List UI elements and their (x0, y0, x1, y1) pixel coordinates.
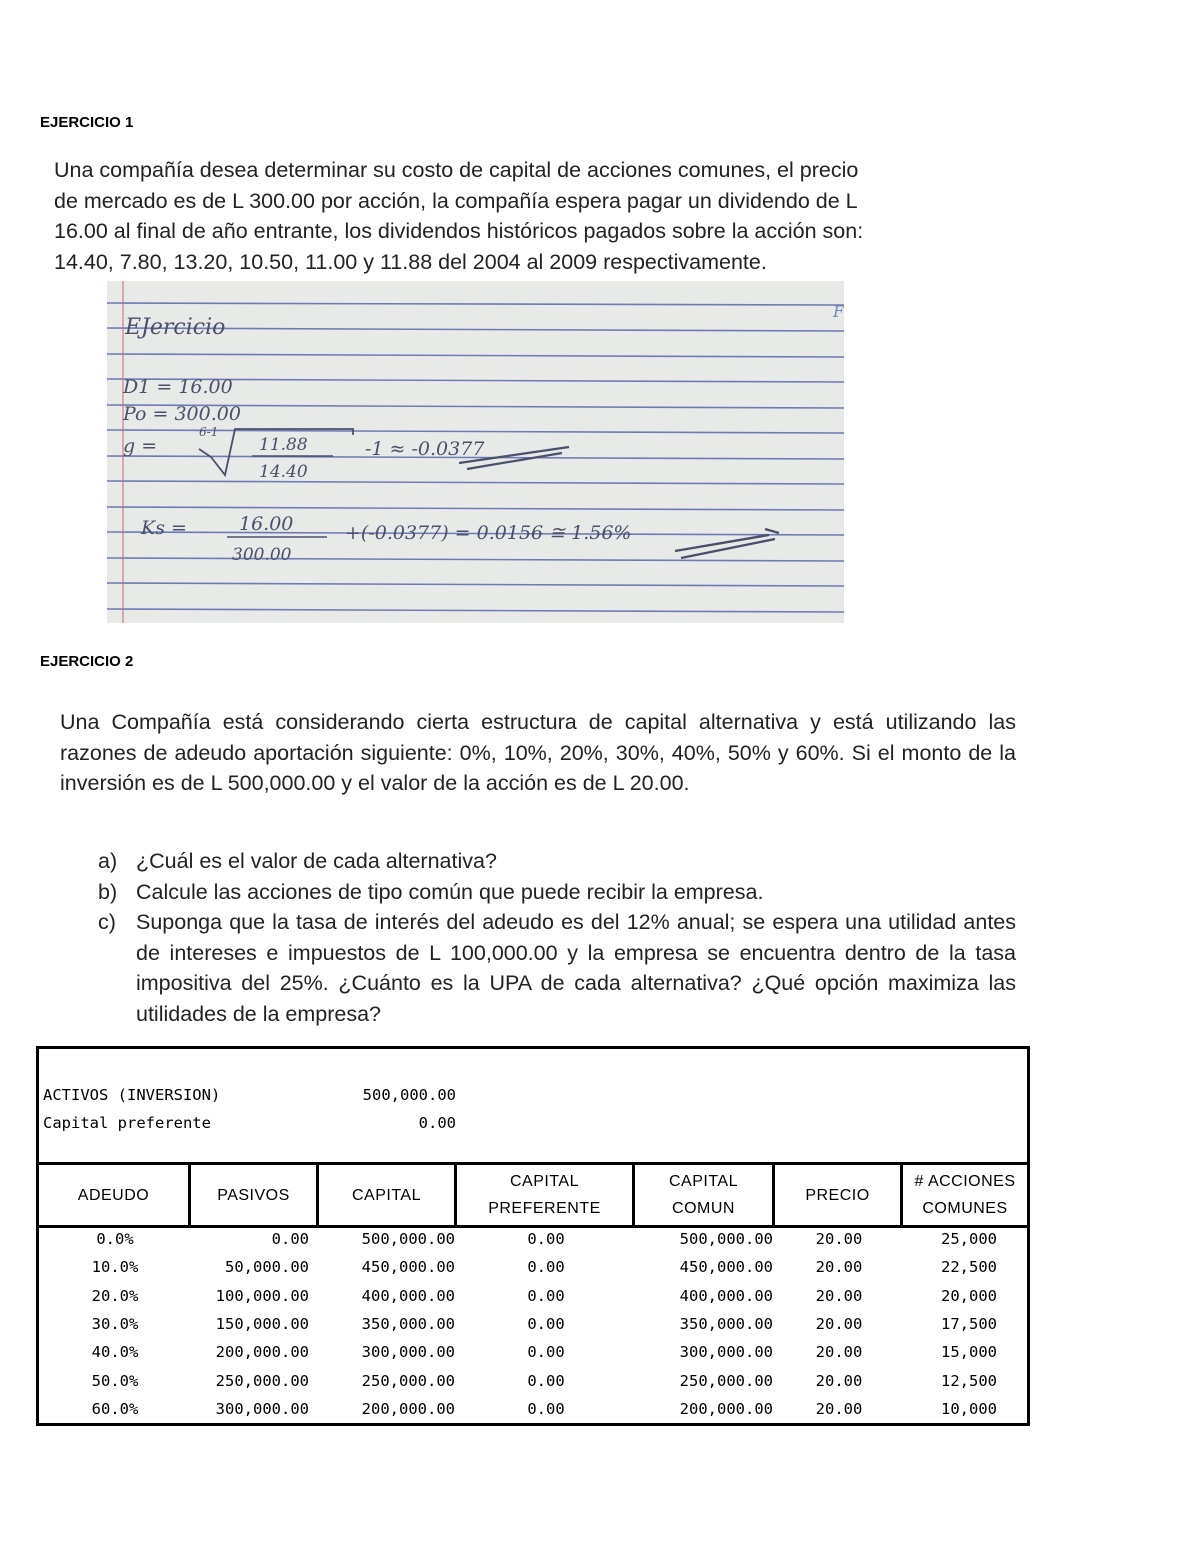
summary-row (43, 1109, 456, 1137)
cell-adeudo: 20.0% (91, 1286, 139, 1305)
summary-value: 0.00 (418, 1114, 456, 1132)
question-text: Calcule las acciones de tipo común que puede recibir la empresa. (136, 879, 764, 904)
exercise1-statement (54, 155, 1014, 277)
cell-capital-preferente: 0.00 (527, 1230, 565, 1249)
cell-pasivos: 0.00 (271, 1230, 309, 1249)
cell-capital-preferente: 0.00 (527, 1286, 565, 1305)
notebook-ks-prefix: Ks = (141, 517, 187, 539)
cell-pasivos: 100,000.00 (215, 1286, 309, 1305)
table-row (39, 1282, 1027, 1310)
exercise2-statement (60, 707, 1016, 799)
cell-capital: 450,000.00 (361, 1258, 455, 1277)
table-row (39, 1253, 1027, 1281)
cell-adeudo: 0.0% (96, 1230, 134, 1249)
cell-capital: 500,000.00 (361, 1230, 455, 1249)
cell-capital-comun: 400,000.00 (679, 1286, 773, 1305)
exercise2-questions (98, 846, 1016, 1029)
cell-capital-preferente: 0.00 (527, 1399, 565, 1418)
table-header-row (39, 1162, 1027, 1228)
cell-acciones-comunes: 17,500 (941, 1315, 997, 1334)
cell-precio: 20.00 (815, 1286, 863, 1305)
notebook-corner-letter: F (833, 302, 844, 321)
summary-label: Capital preferente (43, 1114, 211, 1132)
cell-adeudo: 60.0% (91, 1399, 139, 1418)
exercise2-heading: EJERCICIO 2 (40, 653, 134, 670)
exercise1-line: de mercado es de L 300.00 por acción, la compañía espera pagar un dividendo de L (54, 188, 858, 213)
exercise1-line: 14.40, 7.80, 13.20, 10.50, 11.00 y 11.88 del 2004 al 2009 respectivamente. (54, 249, 767, 274)
notebook-ks-denominator: 300.00 (232, 545, 292, 565)
question-text: Suponga que la tasa de interés del adeudo es del 12% anual; se espera una utilidad antes de intereses e impuestos de L 100,000.00 y la empresa se encuentra dentro de la tasa impositiva del 25%. ¿Cuánto es la UPA de cada alternativa? ¿Qué opción maximiza las utilidades de la empresa? (136, 910, 1016, 1026)
cell-acciones-comunes: 10,000 (941, 1399, 997, 1418)
notebook-g-index: 6-1 (199, 425, 219, 439)
notebook-ks-result: +(-0.0377) = 0.0156 ≅ 1.56% (345, 522, 632, 544)
cell-capital: 300,000.00 (361, 1343, 455, 1362)
cell-precio: 20.00 (815, 1343, 863, 1362)
cell-capital: 250,000.00 (361, 1371, 455, 1390)
cell-precio: 20.00 (815, 1230, 863, 1249)
cell-adeudo: 30.0% (91, 1315, 139, 1334)
summary-label: ACTIVOS (INVERSION) (43, 1086, 221, 1104)
cell-acciones-comunes: 22,500 (941, 1258, 997, 1277)
question-label: b) (98, 879, 118, 904)
cell-capital-comun: 450,000.00 (679, 1258, 773, 1277)
summary-value: 500,000.00 (362, 1086, 456, 1104)
cell-acciones-comunes: 20,000 (941, 1286, 997, 1305)
question-item (98, 877, 1016, 908)
cell-capital-preferente: 0.00 (527, 1315, 565, 1334)
cell-pasivos: 50,000.00 (225, 1258, 309, 1277)
exercise1-line: 16.00 al final de año entrante, los dividendos históricos pagados sobre la acción son: (54, 219, 864, 243)
question-item (98, 907, 1016, 1029)
notebook-ks-numerator: 16.00 (239, 513, 294, 535)
cell-precio: 20.00 (815, 1371, 863, 1390)
header-capital-preferente: CAPITAL PREFERENTE (457, 1165, 635, 1225)
cell-pasivos: 250,000.00 (215, 1371, 309, 1390)
table-row (39, 1310, 1027, 1338)
cell-acciones-comunes: 25,000 (941, 1230, 997, 1249)
cell-acciones-comunes: 15,000 (941, 1343, 997, 1362)
cell-adeudo: 10.0% (91, 1258, 139, 1277)
cell-capital-preferente: 0.00 (527, 1371, 565, 1390)
header-acciones-comunes: # ACCIONES COMUNES (914, 1173, 1016, 1217)
cell-capital-comun: 300,000.00 (679, 1343, 773, 1362)
cell-adeudo: 40.0% (91, 1343, 139, 1362)
header-capital: CAPITAL (319, 1165, 457, 1225)
cell-capital: 200,000.00 (361, 1399, 455, 1418)
exercise1-line: Una compañía desea determinar su costo de capital de acciones comunes, el precio (54, 158, 859, 182)
table-row (39, 1225, 1027, 1253)
header-precio: PRECIO (775, 1165, 903, 1225)
notebook-g-prefix: g = (123, 435, 158, 457)
header-pasivos: PASIVOS (191, 1165, 319, 1225)
cell-acciones-comunes: 12,500 (941, 1371, 997, 1390)
cell-pasivos: 300,000.00 (215, 1399, 309, 1418)
exercise1-heading: EJERCICIO 1 (40, 114, 134, 131)
question-label: a) (98, 849, 118, 873)
table-body (39, 1225, 1027, 1423)
cell-capital-preferente: 0.00 (527, 1343, 565, 1362)
cell-capital-preferente: 0.00 (527, 1258, 565, 1277)
cell-precio: 20.00 (815, 1399, 863, 1418)
cell-precio: 20.00 (815, 1258, 863, 1277)
notebook-p0: Po = 300.00 (123, 403, 241, 425)
notebook-g-denominator: 14.40 (259, 462, 308, 482)
notebook-title: EJercicio (125, 315, 226, 340)
capital-structure-table (36, 1046, 1030, 1426)
notebook-g-numerator: 11.88 (259, 435, 308, 455)
table-summary (43, 1081, 456, 1137)
cell-capital-comun: 500,000.00 (679, 1230, 773, 1249)
cell-capital: 400,000.00 (361, 1286, 455, 1305)
cell-pasivos: 150,000.00 (215, 1315, 309, 1334)
cell-capital-comun: 200,000.00 (679, 1399, 773, 1418)
question-item (98, 846, 1016, 877)
question-label: c) (98, 910, 116, 934)
summary-row (43, 1081, 456, 1109)
table-row (39, 1395, 1027, 1423)
notebook-d1: D1 = 16.00 (123, 376, 233, 398)
cell-pasivos: 200,000.00 (215, 1343, 309, 1362)
header-capital-comun: CAPITAL COMUN (635, 1165, 775, 1225)
cell-adeudo: 50.0% (91, 1371, 139, 1390)
handwritten-solution-photo (107, 281, 844, 623)
cell-capital-comun: 350,000.00 (679, 1315, 773, 1334)
question-text: ¿Cuál es el valor de cada alternativa? (136, 849, 497, 873)
table-row (39, 1366, 1027, 1394)
cell-capital: 350,000.00 (361, 1315, 455, 1334)
cell-capital-comun: 250,000.00 (679, 1371, 773, 1390)
header-adeudo: ADEUDO (39, 1165, 191, 1225)
exercise2-paragraph: Una Compañía está considerando cierta estructura de capital alternativa y está utilizando las razones de adeudo aportación siguiente: 0%, 10%, 20%, 30%, 40%, 50% y 60%. Si el monto de la inversión es de L 500,000.00 y el valor de la acción es de L 20.00. (60, 710, 1016, 795)
notebook-g-result: -1 ≈ -0.0377 (365, 438, 485, 460)
table-row (39, 1338, 1027, 1366)
cell-precio: 20.00 (815, 1315, 863, 1334)
